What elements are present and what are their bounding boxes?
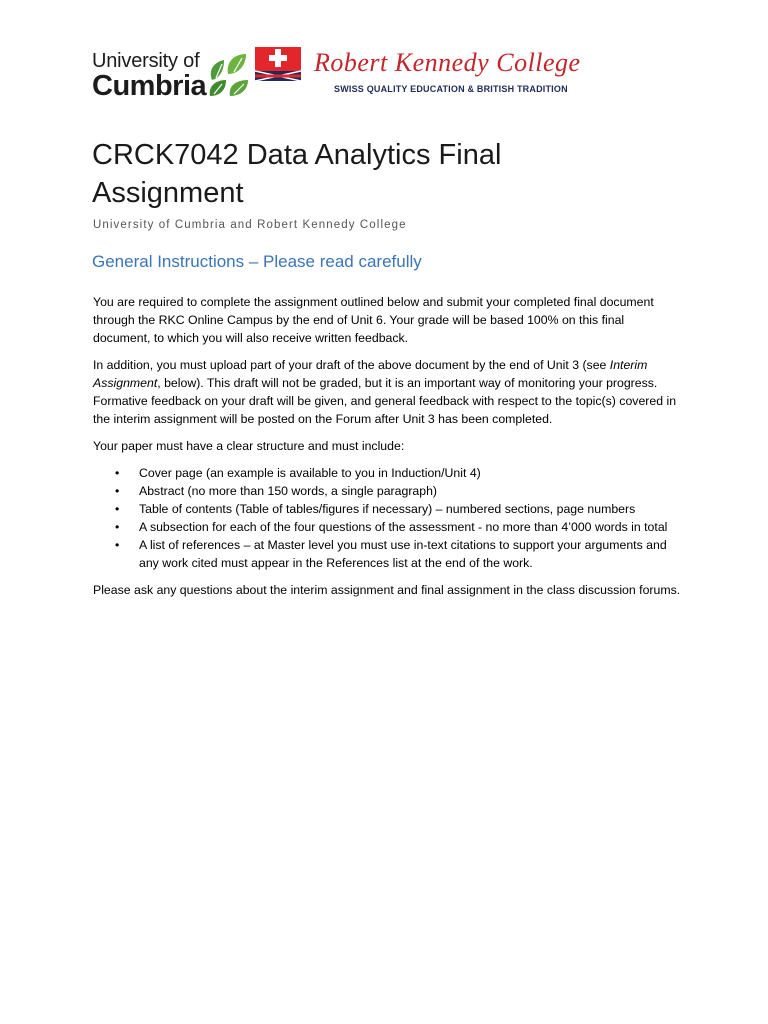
interim-assignment-reference: Interim Assignment [93, 358, 648, 390]
list-item [93, 518, 683, 536]
header-logos [92, 40, 592, 102]
paragraph-interim-part1: In addition, you must upload part of your draft of the above document by the end of Unit 3 (see [93, 358, 610, 372]
list-item-text: Table of contents (Table of tables/figures if necessary) – numbered sections, page numbers [139, 502, 636, 516]
section-heading: General Instructions – Please read carefully [92, 252, 422, 271]
paragraph-interim [93, 356, 683, 428]
document-subtitle: University of Cumbria and Robert Kennedy College [93, 219, 407, 231]
list-item [93, 482, 683, 500]
bullet-icon: • [115, 502, 120, 516]
list-item [93, 500, 683, 518]
list-item [93, 464, 683, 482]
list-item-text: Cover page (an example is available to you in Induction/Unit 4) [139, 466, 481, 480]
bullet-icon: • [115, 538, 120, 552]
list-item-text: A subsection for each of the four questions of the assessment - no more than 4’000 words in total [139, 520, 668, 534]
leaves-icon [206, 50, 252, 100]
robert-kennedy-college-logo [314, 46, 584, 102]
document-body [93, 293, 683, 608]
bullet-icon: • [115, 466, 120, 480]
paragraph-interim-part2: , below). This draft will not be graded, but it is an important way of monitoring your progress. Formative feedback on your draft will be given, and general feedback with respect to the topic(s) covered in the interim assignment will be posted on the Forum after Unit 3 has been completed. [93, 376, 677, 426]
paragraph-structure-intro: Your paper must have a clear structure and must include: [93, 439, 405, 453]
list-item-text: A list of references – at Master level you must use in-text citations to support your arguments and any work cited must appear in the References list at the end of the work. [139, 538, 667, 570]
rkc-logo-tagline: SWISS QUALITY EDUCATION & BRITISH TRADITION [334, 84, 568, 94]
uoc-logo-line1: University of [92, 50, 200, 72]
requirements-list [93, 464, 683, 572]
document-title: CRCK7042 Data Analytics Final Assignment [92, 139, 502, 209]
uoc-logo-line2: Cumbria [92, 70, 207, 102]
university-of-cumbria-logo [92, 50, 206, 100]
bullet-icon: • [115, 520, 120, 534]
swiss-uk-flag-icon [255, 47, 301, 81]
rkc-logo-name: Robert Kennedy College [314, 48, 581, 77]
list-item-text: Abstract (no more than 150 words, a single paragraph) [139, 484, 438, 498]
paragraph-submission: You are required to complete the assignment outlined below and submit your completed final document through the RKC Online Campus by the end of Unit 6. Your grade will be based 100% on this final document, to which you will also receive written feedback. [93, 295, 654, 345]
bullet-icon: • [115, 484, 120, 498]
list-item [93, 536, 683, 572]
paragraph-questions: Please ask any questions about the interim assignment and final assignment in the class discussion forums. [93, 583, 681, 597]
